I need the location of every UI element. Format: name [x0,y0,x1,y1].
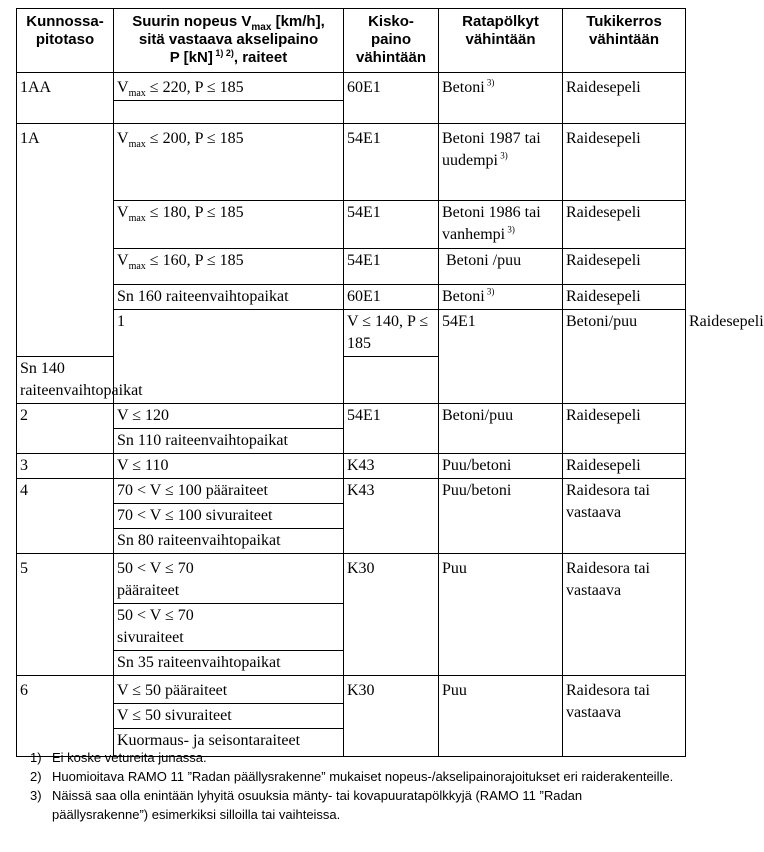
header-text: paino [371,31,411,48]
table-row [17,554,686,604]
footnotes [30,748,680,824]
rail-cell: 54E1 [344,404,439,454]
speed-cell [114,201,344,249]
sleeper-cell: Puu [439,554,563,676]
header-text: vähintään [588,31,660,48]
ballast-cell: Raidesepeli [563,124,686,201]
header-text: P [kN] [169,49,213,66]
speed-cell: Kuormaus- ja seisontaraiteet [114,729,344,757]
sleeper-cell [439,73,563,124]
level-cell: 6 [17,676,114,757]
speed-cell [114,604,344,651]
cell-text: V [117,252,129,269]
footnote-text: Näissä saa olla enintään lyhyitä osuuksia mänty- tai kovapuuratapölkkyjä (RAMO 11 ”Radan päällysrakenne”) esimerkiksi silloilla tai vaihteissa. [52,788,583,822]
ballast-cell: Raidesepeli [563,73,686,124]
cell-text: Betoni [442,79,485,96]
footnote [30,767,680,786]
header-text: [km/h], [271,13,325,30]
table-row: 1 V ≤ 140, P ≤ 185 54E1 Betoni/puu Raidesepeli [17,310,686,357]
cell-text: Raidesora tai [566,682,650,699]
speed-cell: V ≤ 50 pääraiteet [114,676,344,704]
header-text: Suurin nopeus V [132,13,252,30]
footnote-text: Ei koske vetureita junassa. [52,750,207,765]
cell-text: max [128,261,146,273]
speed-cell: Sn 140 raiteenvaihtopaikat [17,357,114,404]
speed-cell: Sn 110 raiteenvaihtopaikat [114,429,344,454]
sleeper-cell: Puu/betoni [439,479,563,554]
speed-cell [114,554,344,604]
speed-cell: V ≤ 50 sivuraiteet [114,704,344,729]
header-text: max [251,22,272,33]
header-text: Tukikerros [586,13,662,30]
footnote [30,786,680,824]
cell-text: Raidesora tai [566,560,650,577]
ballast-cell: Raidesepeli [563,285,686,310]
header-text: sitä vastaava akselipaino [138,31,319,48]
ballast-cell: Raidesepeli [563,454,686,479]
cell-text: vastaava [566,582,622,599]
sleeper-cell [439,201,563,249]
speed-cell [114,73,344,101]
speed-cell: Sn 80 raiteenvaihtopaikat [114,529,344,554]
spacer-cell [114,101,344,124]
speed-cell: 70 < V ≤ 100 pääraiteet [114,479,344,504]
sleeper-cell: Betoni /puu [439,249,563,285]
maintenance-level-table [16,8,764,757]
speed-cell: V ≤ 110 [114,454,344,479]
speed-cell: V ≤ 120 [114,404,344,429]
footnote-ref: 1) 2) [212,48,234,58]
header-text: pitotaso [35,31,95,48]
cell-text: 50 < V ≤ 70 [117,560,194,577]
footnote-ref: 3) [484,286,495,297]
speed-cell: Sn 160 raiteenvaihtopaikat [114,285,344,310]
header-rail-weight [344,9,439,73]
header-sleepers [439,9,563,73]
level-cell: 1A [17,124,114,357]
cell-text: vastaava [566,504,622,521]
footnote-ref: 3) [484,77,495,88]
level-cell: 4 [17,479,114,554]
rail-cell: 54E1 [344,201,439,249]
cell-text: Betoni 1986 tai [442,204,541,221]
ballast-cell: Raidesepeli [563,201,686,249]
ballast-cell: Raidesepeli [563,404,686,454]
level-cell: 2 [17,404,114,454]
header-text: Kunnossa- [26,13,104,30]
footnote-number: 3) [30,788,42,803]
table-row [17,201,686,249]
cell-text: V [117,79,129,96]
cell-text: V [117,130,129,147]
cell-text: ≤ 180, P ≤ 185 [145,204,244,221]
level-cell: 1AA [17,73,114,124]
cell-text: vastaava [566,704,622,721]
table-row [17,454,686,479]
table-row [17,73,686,101]
header-ballast [563,9,686,73]
sleeper-cell [439,124,563,201]
table-row [17,479,686,504]
header-text: vähintään [465,31,536,48]
table-row [17,285,686,310]
footnote-number: 2) [30,769,42,784]
level-cell: 3 [17,454,114,479]
sleeper-cell: Puu [439,676,563,757]
level-cell: 1 [114,310,344,404]
footnote-ref: 3) [498,150,508,161]
rail-cell: 60E1 [344,73,439,124]
cell-text: max [128,213,146,225]
speed-cell: Sn 35 raiteenvaihtopaikat [114,651,344,676]
rail-cell: 54E1 [439,310,563,404]
header-text [117,49,340,67]
header-text: Ratapölkyt [462,13,539,30]
footnote [30,748,680,767]
cell-text: max [128,88,146,100]
cell-text: Betoni [442,288,485,305]
speed-cell [114,249,344,285]
ballast-cell [563,676,686,757]
ballast-cell [563,479,686,554]
table-row [17,676,686,704]
cell-text: sivuraiteet [117,629,184,646]
table-row [17,124,686,201]
cell-text: uudempi [442,152,498,169]
speed-cell: V ≤ 140, P ≤ 185 [344,310,439,357]
cell-text: V [117,204,129,221]
rail-cell: 54E1 [344,124,439,201]
table-header-row [17,9,686,73]
cell-text: max [128,139,146,151]
header-text: , raiteet [233,49,288,66]
cell-text: ≤ 220, P ≤ 185 [145,79,244,96]
table-row [17,249,686,285]
speed-cell: 70 < V ≤ 100 sivuraiteet [114,504,344,529]
cell-text: ≤ 160, P ≤ 185 [145,252,244,269]
rail-cell: K30 [344,554,439,676]
speed-cell [114,124,344,201]
header-max-speed [114,9,344,73]
cell-text: pääraiteet [117,582,180,599]
cell-text: Raidesora tai [566,482,650,499]
cell-text: Betoni 1987 tai [442,130,541,147]
level-cell: 5 [17,554,114,676]
cell-text: vanhempi [442,226,506,243]
footnote-ref: 3) [505,224,515,235]
rail-cell: 54E1 [344,249,439,285]
ballast-cell: Raidesepeli [563,249,686,285]
rail-cell: K30 [344,676,439,757]
rail-cell: K43 [344,454,439,479]
footnote-number: 1) [30,750,42,765]
cell-text: ≤ 200, P ≤ 185 [145,130,244,147]
sleeper-cell: Betoni/puu [563,310,686,404]
header-text: vähintään [355,49,427,66]
header-text: Kisko- [368,13,414,30]
header-maintenance-level [17,9,114,73]
sleeper-cell: Puu/betoni [439,454,563,479]
ballast-cell [563,554,686,676]
footnote-text: Huomioitava RAMO 11 ”Radan päällysrakenne” mukaiset nopeus-/akselipainorajoitukset eri raiderakenteille. [52,769,674,784]
sleeper-cell [439,285,563,310]
table-row [17,404,686,429]
header-text [117,13,340,31]
sleeper-cell: Betoni/puu [439,404,563,454]
rail-cell: K43 [344,479,439,554]
cell-text: 50 < V ≤ 70 [117,607,194,624]
rail-cell: 60E1 [344,285,439,310]
